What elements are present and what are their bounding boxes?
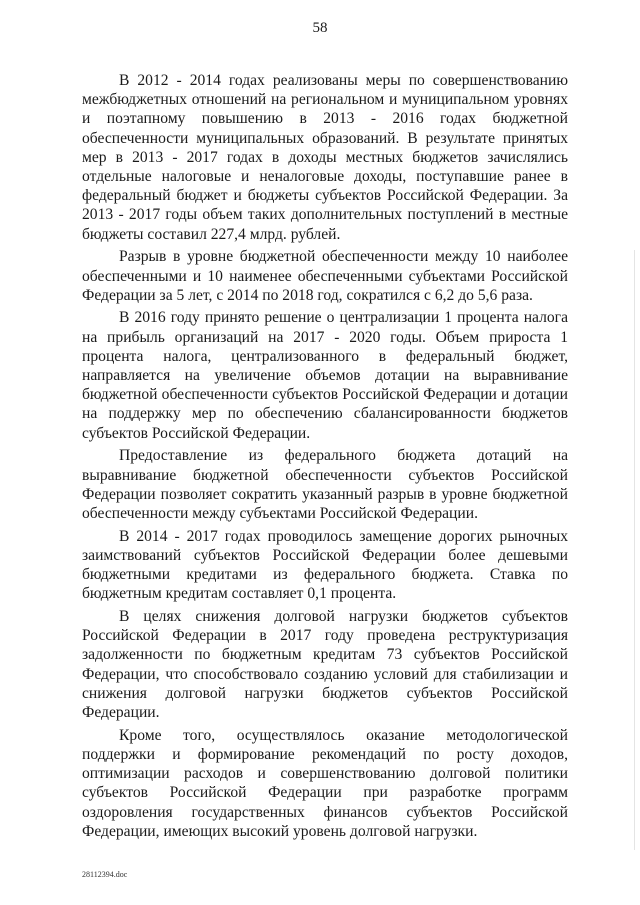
paragraph: Кроме того, осуществлялось оказание методологической поддержки и формирование рекомендаций по росту доходов, оптимизации расходов и совершенствованию долговой политики субъектов Российской Федерации при разработке программ оздоровления государственных финансов субъектов Российской Федерации, имеющих высокий уровень долговой нагрузки.: [82, 726, 568, 840]
paragraph: Предоставление из федерального бюджета дотаций на выравнивание бюджетной обеспеченности субъектов Российской Федерации позволяет сократить указанный разрыв в уровне бюджетной обеспеченности между субъектами Российской Федерации.: [82, 447, 568, 522]
scan-edge-line: [634, 250, 635, 850]
paragraph: В 2016 году принято решение о централизации 1 процента налога на прибыль организаций на 2017 - 2020 годы. Объем прироста 1 процента налога, централизованного в федеральный бюджет, направляется на увеличение объемов дотации на выравнивание бюджетной обеспеченности субъектов Российской Федерации и дотации на поддержку мер по обеспечению сбалансированности бюджетов субъектов Российской Федерации.: [82, 309, 568, 442]
footer-filename: 28112394.doc: [82, 870, 128, 879]
paragraph: В 2014 - 2017 годах проводилось замещение дорогих рыночных заимствований субъектов Российской Федерации более дешевыми бюджетными кредитами из федерального бюджета. Ставка по бюджетным кредитам составляет 0,1 процента.: [82, 527, 568, 603]
document-body: [82, 71, 568, 844]
paragraph: Разрыв в уровне бюджетной обеспеченности между 10 наиболее обеспеченными и 10 наименее обеспеченными субъектами Российской Федерации за 5 лет, с 2014 по 2018 год, сократился с 6,2 до 5,6 раза.: [82, 248, 568, 304]
paragraph: В 2012 - 2014 годах реализованы меры по совершенствованию межбюджетных отношений на региональном и муниципальном уровнях и поэтапному повышению в 2013 - 2016 годах бюджетной обеспеченности муниципальных образований. В результате принятых мер в 2013 - 2017 годах в доходы местных бюджетов зачислялись отдельные налоговые и неналоговые доходы, поступавшие ранее в федеральный бюджет и бюджеты субъектов Российской Федерации. За 2013 - 2017 годы объем таких дополнительных поступлений в местные бюджеты составил 227,4 млрд. рублей.: [82, 72, 568, 243]
paragraph: В целях снижения долговой нагрузки бюджетов субъектов Российской Федерации в 2017 году проведена реструктуризация задолженности по бюджетным кредитам 73 субъектов Российской Федерации, что способствовало созданию условий для стабилизации и снижения долговой нагрузки бюджетов субъектов Российской Федерации.: [82, 607, 568, 721]
page-number: 58: [312, 20, 328, 36]
